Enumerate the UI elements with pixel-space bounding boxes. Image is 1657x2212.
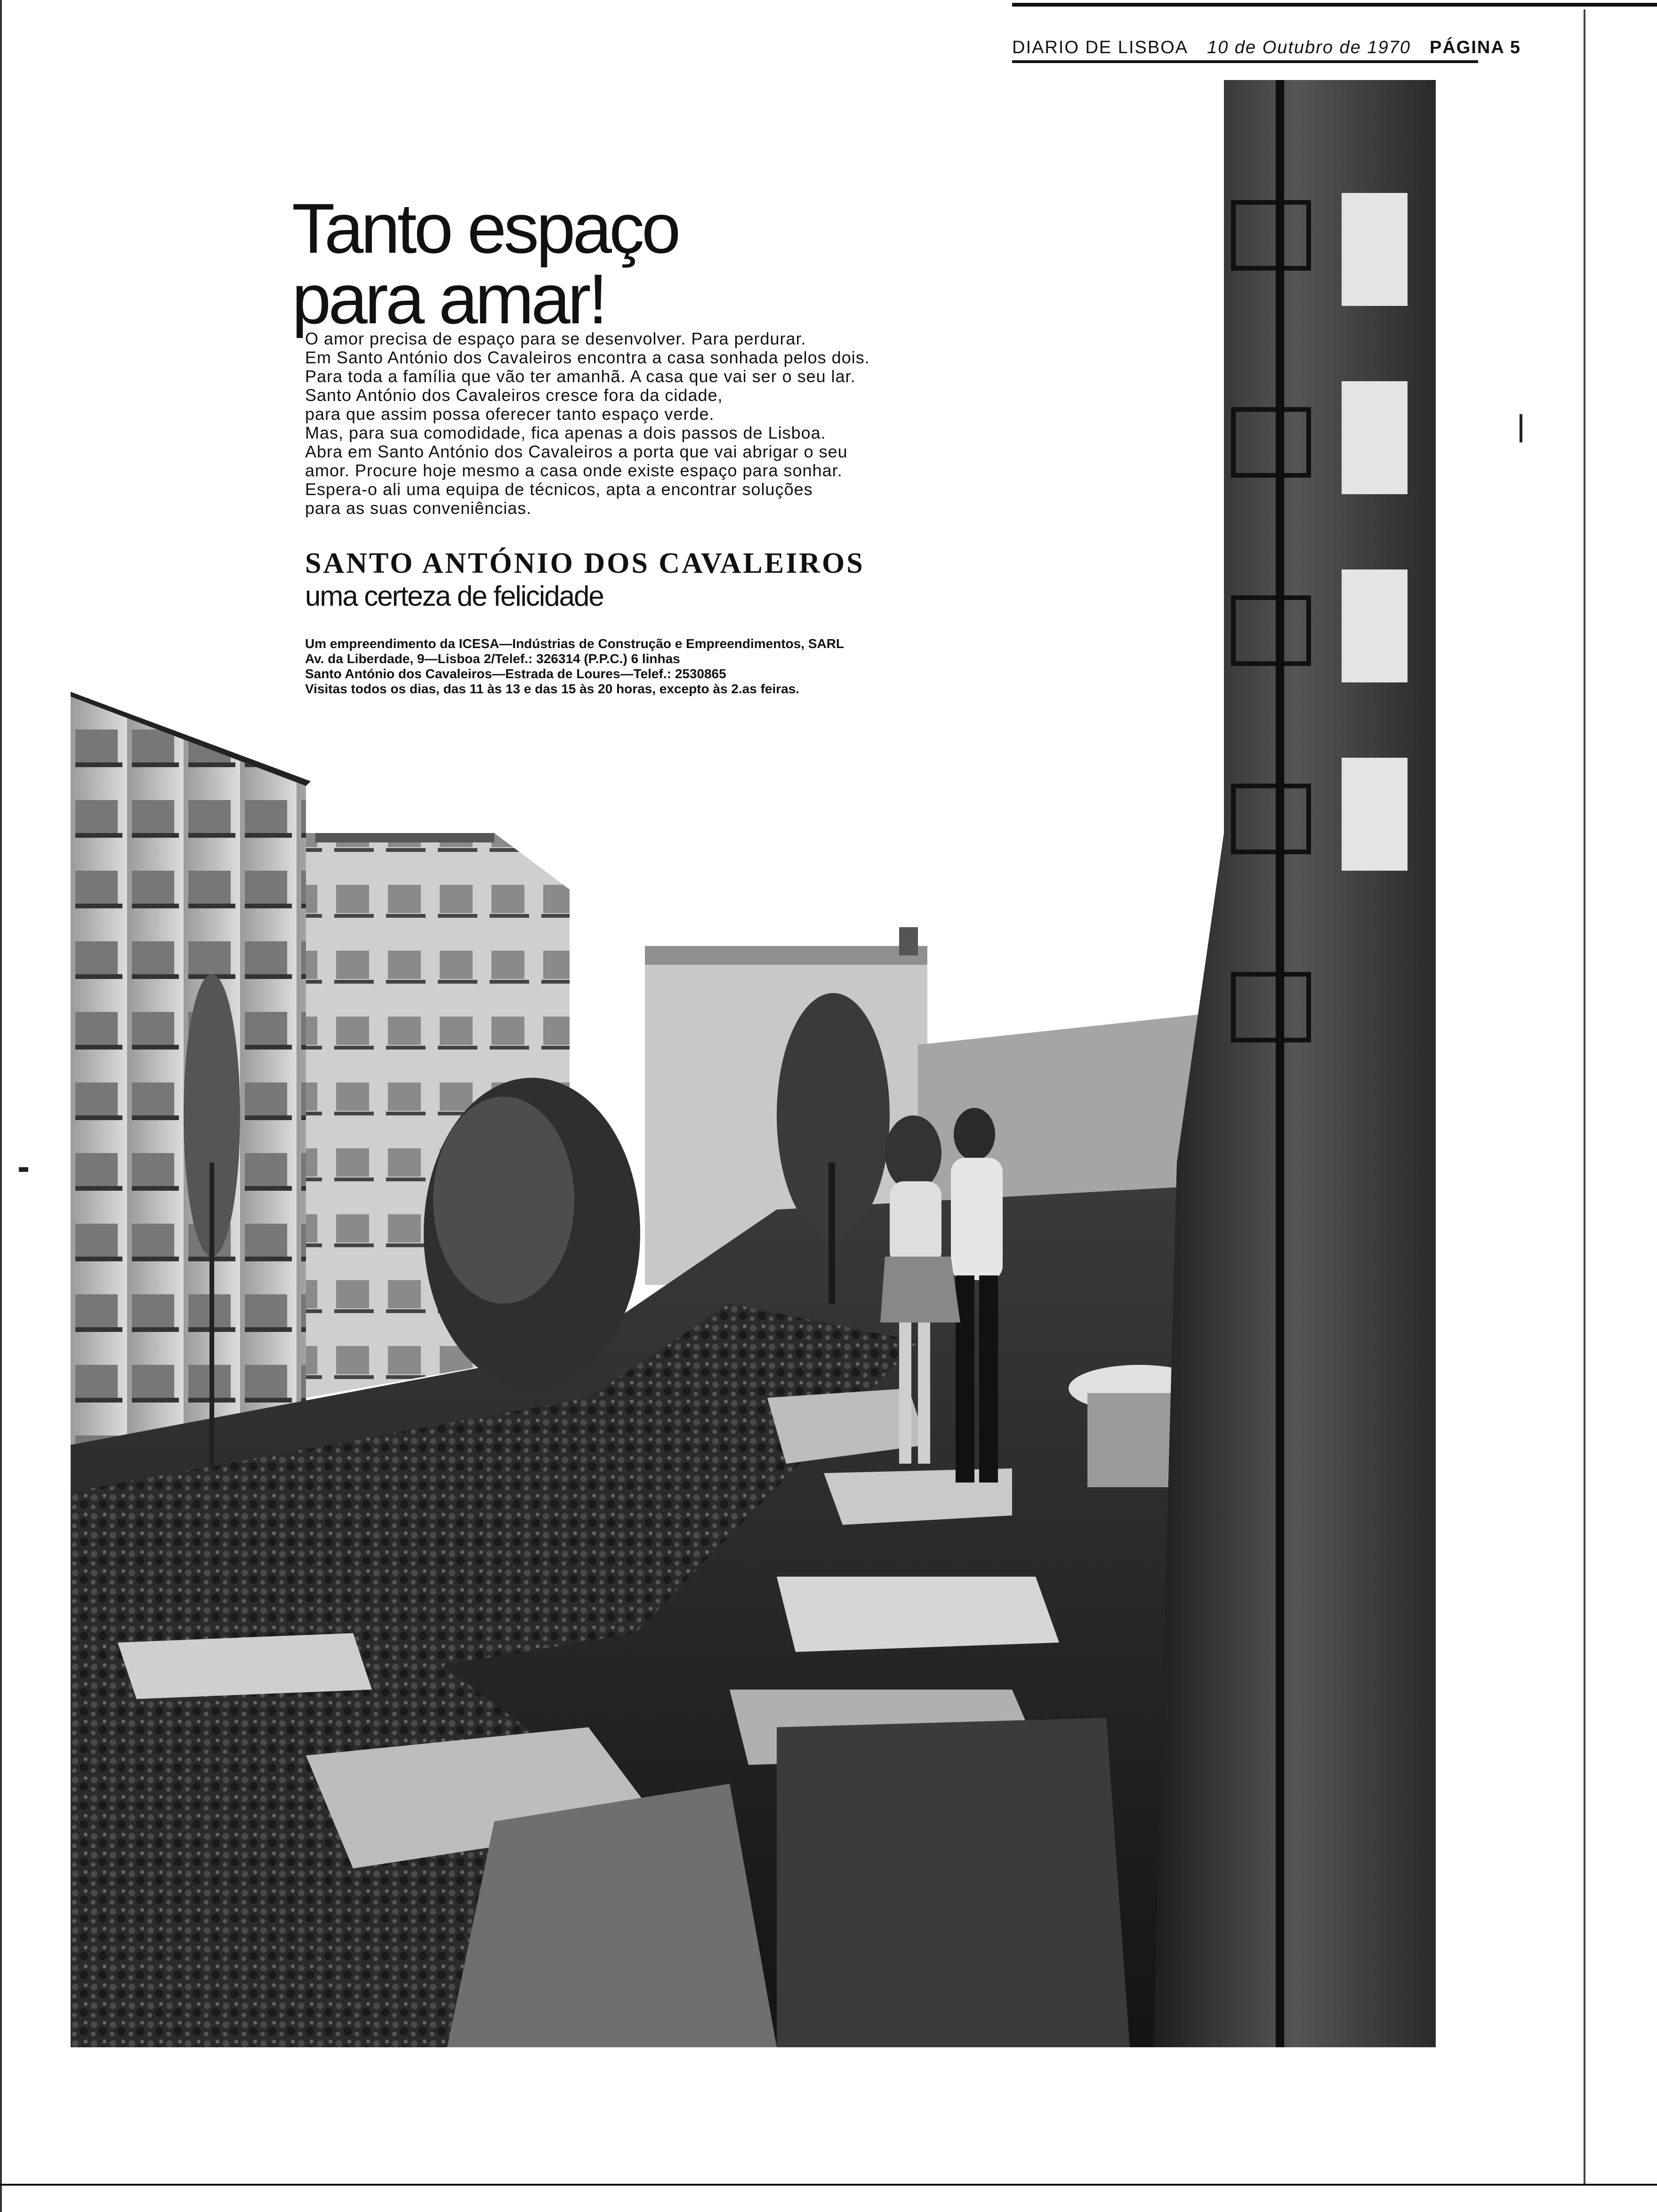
issue-date: 10 de Outubro de 1970 — [1207, 37, 1411, 57]
page-left-edge — [0, 0, 2, 2212]
running-head-rule — [1012, 60, 1478, 63]
page-number: PÁGINA 5 — [1429, 37, 1521, 57]
tagline: uma certeza de felicidade — [305, 580, 603, 612]
body-line: para as suas conveniências. — [305, 498, 532, 518]
body-line: amor. Procure hoje mesmo a casa onde existe espaço para sonhar. — [305, 461, 843, 480]
credit-line: Um empreendimento da ICESA—Indústrias de Construção e Empreendimentos, SARL — [305, 636, 845, 651]
body-line: Abra em Santo António dos Cavaleiros a porta que vai abrigar o seu — [305, 442, 848, 461]
credit-line: Av. da Liberdade, 9—Lisboa 2/Telef.: 326314 (P.P.C.) 6 linhas — [305, 651, 680, 666]
body-line: Santo António dos Cavaleiros cresce fora da cidade, — [305, 385, 723, 405]
body-line: Espera-o ali uma equipa de técnicos, apta a encontrar soluções — [305, 480, 813, 499]
brand-name: SANTO ANTÓNIO DOS CAVALEIROS — [305, 547, 865, 579]
running-head — [1012, 36, 1521, 59]
body-line: Para toda a família que vão ter amanhã. A casa que vai ser o seu lar. — [305, 367, 856, 386]
credit-line: Santo António dos Cavaleiros—Estrada de Loures—Telef.: 2530865 — [305, 666, 726, 681]
page-right-edge — [1584, 9, 1585, 2184]
headline-line-2: para amar! — [292, 259, 605, 338]
developer-credits — [305, 636, 964, 697]
body-copy — [305, 329, 964, 518]
scan-mark — [19, 1167, 28, 1172]
body-line: O amor precisa de espaço para se desenvolver. Para perdurar. — [305, 329, 806, 348]
headline-line-1: Tanto espaço — [292, 189, 678, 268]
scan-mark — [1520, 414, 1522, 442]
newspaper-name: DIARIO DE LISBOA — [1012, 37, 1189, 57]
body-line: Mas, para sua comodidade, fica apenas a dois passos de Lisboa. — [305, 423, 826, 442]
body-line: para que assim possa oferecer tanto espaço verde. — [305, 404, 715, 424]
credit-line: Visitas todos os dias, das 11 às 13 e das 15 às 20 horas, excepto às 2.as feiras. — [305, 681, 800, 696]
page-bottom-rule — [0, 2184, 1657, 2186]
body-line: Em Santo António dos Cavaleiros encontra a casa sonhada pelos dois. — [305, 348, 870, 367]
headline — [292, 189, 857, 338]
page-top-rule — [1012, 3, 1657, 7]
